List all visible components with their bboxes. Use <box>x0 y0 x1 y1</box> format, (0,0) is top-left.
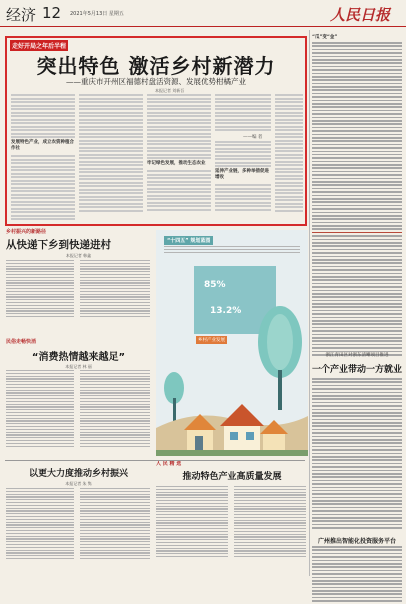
bottom-left-byline: 本报记者 朱 隽 <box>65 481 92 486</box>
section-name: 经济 <box>6 6 37 24</box>
rural-byline: 本报记者 韩鑫 <box>65 253 92 258</box>
rural-text-right <box>80 260 150 319</box>
lead-story <box>5 36 307 226</box>
right-col-text-bottom <box>312 546 402 604</box>
consumption-byline: 本报记者 林 丽 <box>65 364 92 369</box>
consumption-kicker: 民俗走畅快消 <box>6 339 37 345</box>
story-consumption <box>6 338 151 458</box>
infographic-stat-2: 13.2% <box>210 306 242 316</box>
right-headline-2: 广州推出智能化投资服务平台 <box>317 538 396 545</box>
lead-subhead-2: 牢记绿色发展，推动生态农业 <box>147 161 206 166</box>
consumption-text-right <box>80 370 150 448</box>
lead-col-2 <box>79 94 143 213</box>
right-title-2: 浙江青田区对浙东清晰项目推进 <box>325 353 389 358</box>
rural-text-left <box>6 260 74 319</box>
lead-headline: 突出特色 激活乡村新潜力 <box>36 54 276 78</box>
infographic-stat-1: 85% <box>204 280 226 290</box>
lead-byline: 本报记者 刘新吾 <box>155 88 185 93</box>
bottom-center-text-right <box>234 486 306 559</box>
page-number: 12 <box>42 4 62 22</box>
bottom-left-text-right <box>80 488 150 561</box>
bottom-center-kicker: 人 民 精 选 <box>156 461 182 467</box>
right-column <box>312 34 402 574</box>
consumption-headline: “消费热情越来越足” <box>31 352 126 363</box>
bottom-center-text-left <box>156 486 228 559</box>
newspaper-logo: 人民日报 <box>330 6 391 24</box>
separator <box>309 30 310 576</box>
lead-col-1 <box>11 94 75 222</box>
story-bottom-center <box>156 460 308 576</box>
lead-kicker: 走好开局之年后半程 <box>10 40 68 51</box>
infographic <box>156 230 308 456</box>
lead-subhead-1: 发展特色产业，成立农资种植合作社 <box>11 140 74 151</box>
bottom-left-text-left <box>6 488 74 561</box>
right-title-1: “瓜”变“金” <box>312 35 338 40</box>
lead-subhead-3: 延伸产业链，多种举措促进增收 <box>215 169 269 180</box>
infographic-title: “十四五” 规划蓝图 <box>164 236 213 245</box>
right-col-text-top <box>312 34 402 357</box>
bottom-left-headline: 以更大力度推动乡村振兴 <box>28 469 128 479</box>
masthead <box>0 0 406 27</box>
lead-subheadline: ——重庆市开州区福德村盘活资源、发展优势柑橘产业 <box>66 77 246 86</box>
date-line: 2021年5月13日 星期五 <box>70 11 124 17</box>
lead-signoff: ——编 者 <box>243 135 263 140</box>
lead-col-3 <box>147 94 211 212</box>
right-col-text-mid <box>312 378 402 531</box>
right-headline-1: 一个产业带动一方就业 <box>312 365 403 375</box>
rural-kicker: 乡村振兴的新路径 <box>6 229 47 235</box>
bottom-center-headline: 推动特色产业高质量发展 <box>182 472 282 482</box>
lead-col-5 <box>275 94 303 213</box>
story-rural-delivery <box>6 228 151 328</box>
infographic-label: 乡村产业发展 <box>198 338 225 343</box>
lead-col-4 <box>215 94 271 212</box>
story-bottom-left <box>6 466 151 576</box>
consumption-text-left <box>6 370 74 448</box>
rural-headline: 从快递下乡到快递进村 <box>6 239 111 251</box>
separator <box>5 460 305 461</box>
infographic-illustration <box>156 230 308 456</box>
